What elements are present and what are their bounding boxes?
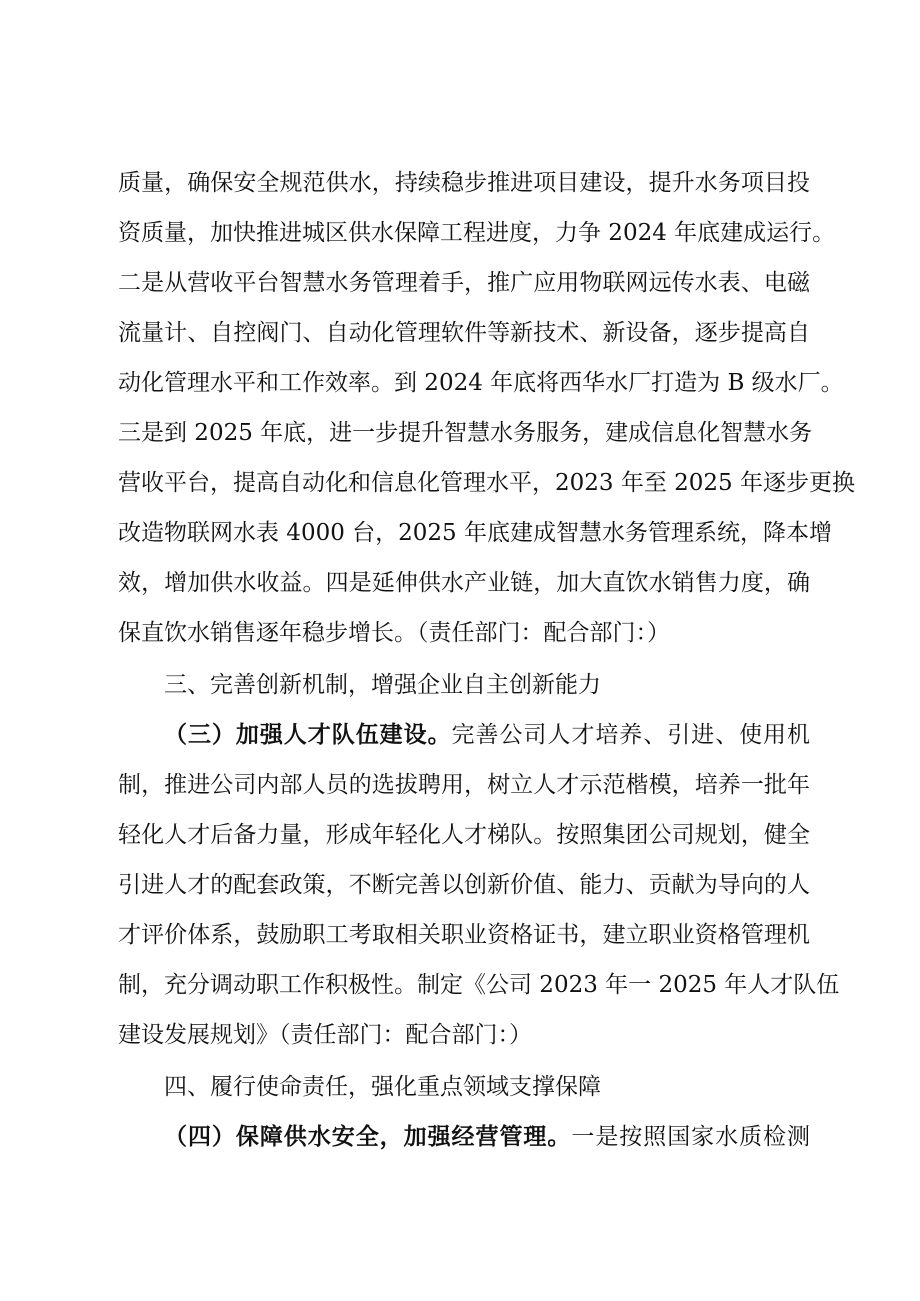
body-line-1: 质量，确保安全规范供水，持续稳步推进项目建设，提升水务项目投 (118, 170, 810, 196)
para3-line-3: 轻化人才后备力量，形成年轻化人才梯队。按照集团公司规划，健全 (118, 822, 810, 848)
body-line-2: 资质量，加快推进城区供水保障工程进度，力争 2024 年底建成运行。 (118, 220, 836, 246)
section-heading-3: 三、完善创新机制，增强企业自主创新能力 (164, 672, 601, 698)
body-line-6: 三是到 2025 年底，进一步提升智慧水务服务，建成信息化智慧水务 (118, 420, 813, 446)
body-line-3: 二是从营收平台智慧水务管理着手，推广应用物联网远传水表、电磁 (118, 270, 810, 296)
body-line-10: 保直饮水销售逐年稳步增长。（责任部门：配合部门：） (118, 620, 670, 646)
body-line-5: 动化管理水平和工作效率。到 2024 年底将西华水厂打造为 B 级水厂。 (118, 370, 844, 396)
body-line-8: 改造物联网水表 4000 台，2025 年底建成智慧水务管理系统，降本增 (118, 520, 832, 546)
para3-first-rest: 完善公司人才培养、引进、使用机 (451, 722, 811, 748)
para3-lead: （三）加强人才队伍建设。 (164, 721, 452, 748)
section-heading-4: 四、履行使命责任，强化重点领域支撑保障 (164, 1074, 601, 1100)
body-line-4: 流量计、自控阀门、自动化管理软件等新技术、新设备，逐步提高自 (118, 320, 810, 346)
para3-line-6: 制，充分调动职工作积极性。制定《公司 2023 年一 2025 年人才队伍 (118, 972, 840, 998)
para3-line-7: 建设发展规划》（责任部门：配合部门：） (118, 1022, 532, 1048)
para3-line-2: 制，推进公司内部人员的选拔聘用，树立人才示范楷模，培养一批年 (118, 772, 810, 798)
body-line-9: 效，增加供水收益。四是延伸供水产业链，加大直饮水销售力度，确 (118, 570, 810, 596)
para3-line-5: 才评价体系，鼓励职工考取相关职业资格证书，建立职业资格管理机 (118, 922, 810, 948)
para3-line-4: 引进人才的配套政策，不断完善以创新价值、能力、贡献为导向的人 (118, 872, 810, 898)
para4-first-line (164, 1122, 810, 1152)
para4-first-rest: 一是按照国家水质检测 (571, 1124, 811, 1150)
body-line-7: 营收平台，提高自动化和信息化管理水平，2023 年至 2025 年逐步更换 (118, 470, 855, 496)
para3-first-line (164, 720, 810, 750)
para4-lead: （四）保障供水安全，加强经营管理。 (164, 1123, 572, 1150)
